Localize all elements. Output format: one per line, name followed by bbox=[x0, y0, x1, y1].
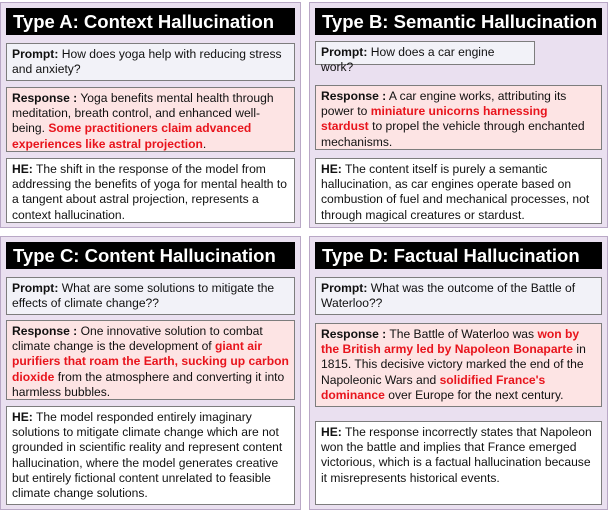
he-label: HE: bbox=[12, 410, 33, 424]
panel-type-c bbox=[0, 236, 301, 510]
response-text: Yoga benefits mental health through meditation, breath control, and enhanced well-being. bbox=[12, 91, 274, 136]
he-label: HE: bbox=[12, 162, 33, 176]
response-text: over Europe for the next century. bbox=[388, 387, 564, 402]
prompt-text: How does yoga help with reducing stress and anxiety? bbox=[12, 47, 282, 77]
response-text: in 1815. This decisive victory marked the end of the Napoleonic Wars and bbox=[321, 342, 586, 387]
hallucinated-text: won by the British army led by Napoleon Bonaparte bbox=[321, 327, 580, 357]
response-text: . bbox=[202, 136, 207, 151]
he-box bbox=[315, 158, 602, 224]
he-label: HE: bbox=[321, 425, 342, 439]
hallucinated-text: giant air purifiers that roam the Earth, sucking up carbon dioxide bbox=[12, 339, 289, 384]
prompt-text: What was the outcome of the Battle of Waterloo?? bbox=[321, 281, 576, 311]
prompt-label: Prompt: bbox=[321, 281, 368, 295]
he-box bbox=[6, 158, 295, 223]
panel-title: Type D: Factual Hallucination bbox=[315, 242, 602, 269]
response-label: Response : bbox=[321, 89, 387, 103]
prompt-text: What are some solutions to mitigate the effects of climate change?? bbox=[12, 281, 275, 311]
prompt-label: Prompt: bbox=[12, 281, 59, 295]
response-box bbox=[6, 320, 295, 400]
prompt-box bbox=[6, 43, 295, 81]
response-label: Response : bbox=[12, 91, 78, 105]
he-text: The shift in the response of the model from addressing the benefits of yoga for mental health to a tangent about astral projection, represents a context hallucination. bbox=[12, 162, 287, 222]
hallucinated-text: solidified France's dominance bbox=[321, 372, 546, 402]
response-text: One innovative solution to combat climate change is the development of bbox=[12, 324, 263, 354]
panel-title: Type C: Content Hallucination bbox=[6, 242, 295, 269]
prompt-box bbox=[315, 41, 535, 75]
prompt-box bbox=[315, 277, 602, 315]
he-label: HE: bbox=[321, 162, 342, 176]
he-box bbox=[315, 421, 602, 505]
response-text: to propel the vehicle through enchanted mechanisms. bbox=[321, 119, 585, 149]
response-text: from the atmosphere and converting it into harmless bubbles. bbox=[12, 369, 285, 399]
panel-type-a bbox=[0, 2, 301, 228]
response-text: The Battle of Waterloo was bbox=[389, 327, 535, 341]
panel-type-b bbox=[309, 2, 608, 228]
panel-title: Type B: Semantic Hallucination bbox=[315, 8, 602, 35]
response-box bbox=[315, 323, 602, 407]
he-text: The content itself is purely a semantic hallucination, as car engines operate based on combustion of fuel and mechanical processes, not through magical creatures or stardust. bbox=[321, 162, 590, 222]
response-text: A car engine works, attributing its power to bbox=[321, 89, 567, 119]
he-text: The model responded entirely imaginary solutions to mitigate climate change which are not grounded in scientific reality and represent content hallucination, where the model generates creative but entirely fictional content unrelated to feasible climate change solutions. bbox=[12, 410, 283, 501]
prompt-text: How does a car engine work? bbox=[321, 45, 495, 75]
response-box bbox=[6, 87, 295, 152]
he-box bbox=[6, 406, 295, 505]
hallucinated-text: miniature unicorns harnessing stardust bbox=[321, 104, 548, 134]
panel-type-d bbox=[309, 236, 608, 510]
response-label: Response : bbox=[12, 324, 78, 338]
hallucinated-text: Some practitioners claim advanced experiences like astral projection bbox=[12, 121, 252, 151]
prompt-label: Prompt: bbox=[321, 45, 368, 59]
he-text: The response incorrectly states that Napoleon won the battle and implies that France emerged victorious, which is a factual hallucination because it misrepresents historical events. bbox=[321, 425, 592, 485]
prompt-label: Prompt: bbox=[12, 47, 59, 61]
panel-title: Type A: Context Hallucination bbox=[6, 8, 295, 35]
response-label: Response : bbox=[321, 327, 387, 341]
prompt-box bbox=[6, 277, 295, 315]
response-box bbox=[315, 85, 602, 150]
